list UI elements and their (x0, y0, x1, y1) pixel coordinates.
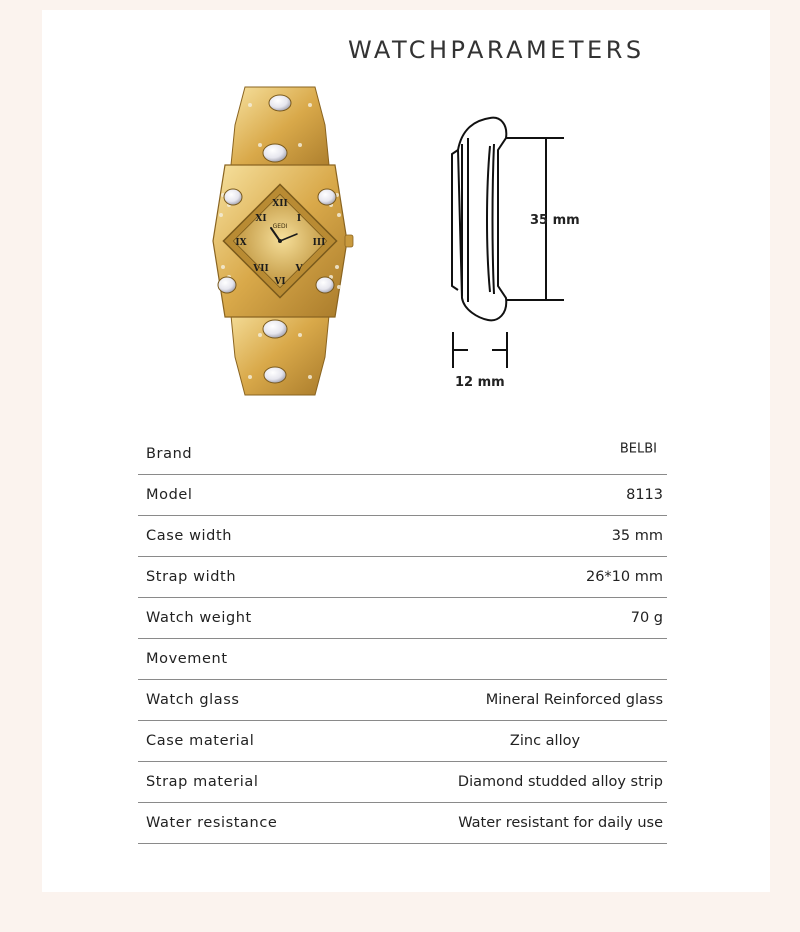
svg-text:XI: XI (255, 214, 267, 224)
spec-value: 8113 (626, 487, 663, 503)
spec-label: Water resistance (146, 815, 278, 831)
spec-label: Brand (146, 446, 193, 462)
spec-row-watch-weight (138, 598, 667, 639)
svg-text:V: V (295, 264, 303, 274)
spec-label: Watch glass (146, 692, 240, 708)
spec-label: Case width (146, 528, 233, 544)
spec-row-case-width (138, 516, 667, 557)
svg-text:I: I (296, 214, 302, 224)
spec-row-brand (138, 434, 667, 475)
spec-label: Strap width (146, 569, 237, 585)
spec-row-movement (138, 639, 667, 680)
height-dimension-label: 35 mm (530, 213, 580, 228)
page-title: WATCHPARAMETERS (348, 36, 645, 64)
spec-value: BELBI (619, 441, 657, 457)
spec-table (138, 434, 667, 844)
svg-text:III: III (312, 238, 326, 248)
spec-row-strap-width (138, 557, 667, 598)
spec-value: 70 g (630, 610, 663, 626)
spec-value: Mineral Reinforced glass (485, 692, 663, 708)
spec-row-model (138, 475, 667, 516)
spec-label: Watch weight (146, 610, 252, 626)
spec-value: 35 mm (611, 528, 663, 544)
spec-row-watch-glass (138, 680, 667, 721)
spec-value: Diamond studded alloy strip (457, 774, 663, 790)
spec-row-strap-material (138, 762, 667, 803)
svg-text:IX: IX (235, 238, 247, 248)
spec-label: Model (146, 487, 193, 503)
watch-dimension-diagram (440, 110, 580, 400)
watch-product-image (205, 85, 355, 397)
spec-value: Water resistant for daily use (458, 815, 663, 831)
spec-label: Case material (146, 733, 255, 749)
svg-text:VI: VI (274, 277, 286, 287)
spec-label: Strap material (146, 774, 259, 790)
spec-value: 26*10 mm (585, 569, 663, 585)
svg-text:VII: VII (253, 264, 269, 274)
dial-logo: GEDI (272, 223, 288, 230)
width-dimension-label: 12 mm (455, 375, 505, 390)
svg-text:XII: XII (272, 199, 288, 209)
spec-label: Movement (146, 651, 228, 667)
spec-row-case-material (138, 721, 667, 762)
spec-value: Zinc alloy (509, 733, 581, 749)
spec-row-water-resistance (138, 803, 667, 844)
